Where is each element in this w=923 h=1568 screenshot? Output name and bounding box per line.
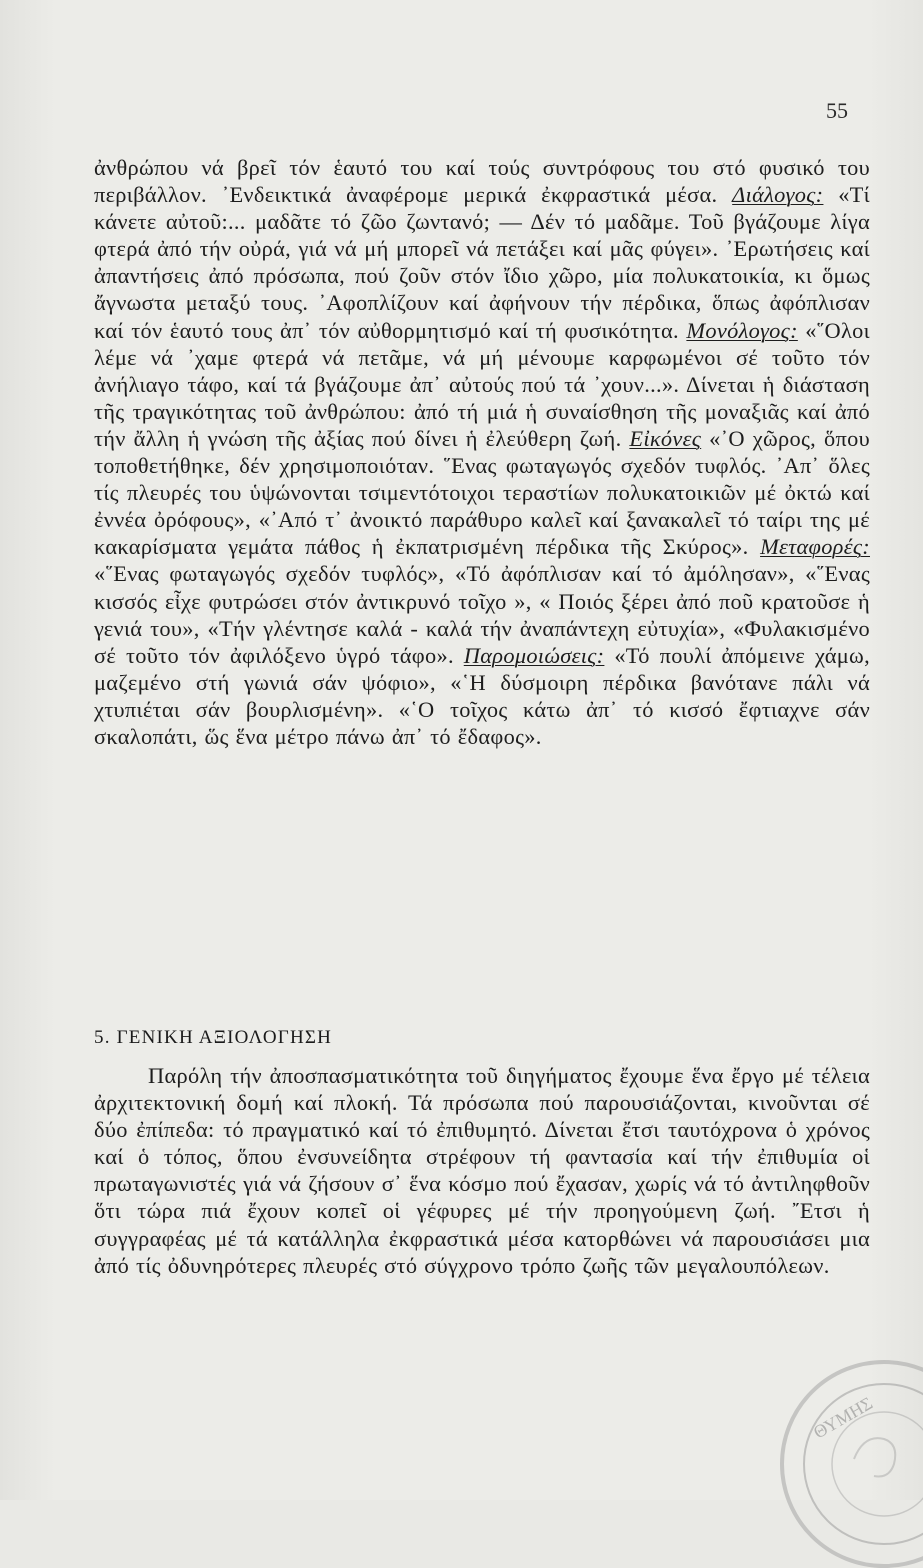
stamp-text: ΘΥΜΗΣ xyxy=(810,1392,876,1443)
text-segment-intro: ἀνθρώπου νά βρεῖ τόν ἑαυτό του καί τούς συντρόφους του στό φυσικό του περιβάλλον. ᾿Ενδεικτικά ἀναφέρομε μερικά ἐκφραστικά μέσα. xyxy=(94,155,870,208)
label-paromoiwseis: Παρομοιώσεις: xyxy=(463,642,605,668)
text-segment-paromoiwseis: «Τό πουλί ἀπόμεινε χάμω, μαζεμένο στή γωνιά σάν ψόφιο», «῾Η δύσμοιρη πέρδικα βανότανε πάλι νά χτυπιέται σάν βουρλισμένη». «῾Ο τοῖχος κάτω ἀπ᾿ τό κισσό ἔφτιαχνε σάν σκαλοπάτι, ὥς ἕνα μέτρο πάνω ἀπ᾿ τό ἔδαφος». xyxy=(94,642,870,749)
section-paragraph xyxy=(94,1062,870,1279)
label-monologos: Μονόλογος: xyxy=(686,317,798,343)
label-eikones: Εἰκόνες xyxy=(629,425,702,451)
stamp-graphic xyxy=(784,1364,923,1564)
text-segment-eikones: «᾿Ο χῶρος, ὅπου τοποθετήθηκε, δέν χρησιμοποιόταν. ῞Ενας φωταγωγός σχεδόν τυφλός. ᾿Απ᾿ ὅλες τίς πλευρές του ὑψώνονται τσιμεντότοιχοι τεραστίων πολυκατοικιῶν μέ ὀκτώ καί ἐννέα ὀρόφους», «᾿Από τ᾿ ἀνοικτό παράθυρο καλεῖ καί ξανακαλεῖ τό ταίρι της μέ κακαρίσματα γεμάτα πάθος ἡ ἐκπατρισμένη πέρδικα τῆς Σκύρος». xyxy=(94,425,870,560)
section-heading: 5. ΓΕΝΙΚΗ ΑΞΙΟΛΟΓΗΣΗ xyxy=(94,1027,333,1048)
label-metafores: Μεταφορές: xyxy=(760,534,870,560)
analysis-paragraph xyxy=(94,154,870,750)
paragraph-body xyxy=(94,154,870,750)
library-stamp xyxy=(780,1360,923,1568)
page-number: 55 xyxy=(826,98,848,123)
text-segment-monologos: «῞Ολοι λέμε νά ᾿χαμε φτερά νά πετᾶμε, νά μή μένουμε καρφωμένοι σέ τοῦτο τόν ἀνήλιαγο τάφο, καί τά βγάζουμε ἀπ᾿ αὐτούς πού τά ᾿χουν...». Δίνεται ἡ διάσταση τῆς τραγικότητας τοῦ ἀνθρώπου: ἀπό τή μιά ἡ συναίσθηση τῆς μοναξιᾶς καί ἀπό τήν ἄλλη ἡ γνώση τῆς ἀξίας πού δίνει ἡ ἐλεύθερη ζωή. xyxy=(94,317,870,451)
section-text: Παρόλη τήν ἀποσπασματικότητα τοῦ διηγήματος ἔχουμε ἕνα ἔργο μέ τέλεια ἀρχιτεκτονική δομή καί πλοκή. Τά πρόσωπα πού παρουσιάζονται, κινοῦνται σέ δύο ἐπίπεδα: τό πραγματικό καί τό ἐπιθυμητό. Δίνεται ἔτσι ταυτόχρονα ὁ χρόνος καί ὁ τόπος, ὅπου ἐνσυνείδητα στρέφουν τή φαντασία καί τήν ἐπιθυμία οἱ πρωταγωνιστές γιά νά ζήσουν σ᾿ ἕνα κόσμο πού ἔχασαν, χωρίς νά τό ἀντιληφθοῦν ὅτι τώρα πιά ἔχουν κοπεῖ οἱ γέφυρες μέ τήν προηγούμενη ζωή. ῎Ετσι ἡ συγγραφέας μέ τά κατάλληλα ἐκφραστικά μέσα κατορθώνει νά παρουσιάσει μια ἀπό τίς ὀδυνηρότερες πλευρές στό σύγχρονο τρόπο ζωῆς τῶν μεγαλουπόλεων. xyxy=(94,1063,870,1278)
text-segment-metafores: «῞Ενας φωταγωγός σχεδόν τυφλός», «Τό ἀφόπλισαν καί τό ἀμόλησαν», «῞Ενας κισσός εἶχε φυτρώσει στόν ἀντικρυνό τοῖχο », « Ποιός ξέρει ἀπό ποῦ κρατοῦσε ἡ γενιά του», «Τήν γλέντησε καλά - καλά τήν ἀναπάντεχη εὐτυχία», «Φυλακισμένο σέ τοῦτο τόν ἀφιλόξενο ὑγρό τάφο». xyxy=(94,561,870,668)
text-segment-dialogos: «Τί κάνετε αὐτοῦ:... μαδᾶτε τό ζῶο ζωντανό; — Δέν τό μαδᾶμε. Τοῦ βγάζουμε λίγα φτερά ἀπό τήν οὐρά, γιά νά μή μπορεῖ νά πετάξει καί μᾶς φύγει». ᾿Ερωτήσεις καί ἀπαντήσεις ἀπό πρόσωπα, πού ζοῦν στόν ἴδιο χῶρο, μία πολυκατοικία, κι ὅμως ἄγνωστα μεταξύ τους. ᾿Αφοπλίζουν καί ἀφήνουν τήν πέρδικα, ὅπως ἀφόπλισαν καί τόν ἑαυτό τους ἀπ᾿ τόν αὐθορμητισμό καί τή φυσικότητα. xyxy=(94,182,870,343)
label-dialogos: Διάλογος: xyxy=(732,182,824,208)
